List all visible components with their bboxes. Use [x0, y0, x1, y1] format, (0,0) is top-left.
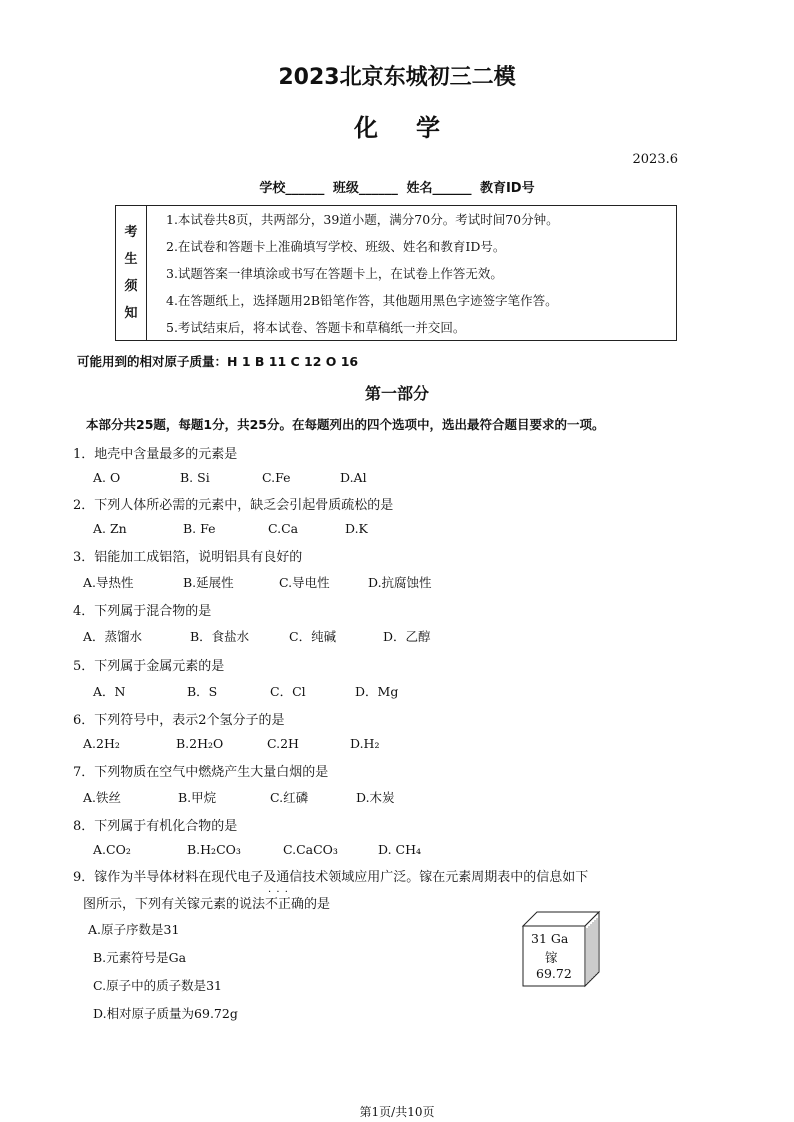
- question-stem: 3．铝能加工成铝箔，说明铝具有良好的: [73, 550, 303, 565]
- student-info-line: 学校______ 班级______ 姓名______ 教育ID号: [259, 181, 535, 196]
- option: A.2H₂: [83, 736, 120, 751]
- option: D. CH₄: [378, 842, 421, 857]
- option: C.Ca: [268, 521, 299, 536]
- option: A．蒸馏水: [83, 629, 143, 644]
- option: B.2H₂O: [176, 736, 224, 751]
- option: B.延展性: [183, 575, 234, 590]
- option: C.2H: [267, 736, 299, 751]
- atomic-masses: 可能用到的相对原子质量：H 1 B 11 C 12 O 16: [77, 354, 359, 369]
- option: B．食盐水: [190, 629, 250, 644]
- question-stem-line2: [83, 893, 330, 912]
- atomic-number: 31: [531, 931, 547, 946]
- notice-item: 3.试题答案一律填涂或书写在答题卡上，在试卷上作答无效。: [166, 266, 503, 281]
- exam-notice-box: [115, 205, 677, 341]
- option: B. Si: [180, 470, 210, 485]
- option: D．乙醇: [383, 629, 431, 644]
- question-stem: 8．下列属于有机化合物的是: [73, 819, 238, 834]
- exam-date: 2023.6: [632, 152, 678, 167]
- option: C.原子中的质子数是31: [93, 978, 222, 993]
- element-number-symbol: [531, 931, 568, 946]
- option: D.抗腐蚀性: [368, 575, 432, 590]
- notice-heading-char: 知: [124, 306, 138, 321]
- option: A. Zn: [93, 521, 127, 536]
- emphasis-text: 不正确 · · ·: [265, 897, 304, 912]
- option: D.K: [345, 521, 368, 536]
- subject-title: 化学: [354, 114, 478, 142]
- exam-title: 2023北京东城初三二模: [278, 65, 516, 90]
- notice-heading-char: 考: [124, 225, 138, 240]
- option: A.导热性: [83, 575, 134, 590]
- element-symbol: Ga: [550, 931, 569, 946]
- periodic-table-cell: [521, 910, 601, 988]
- option: C.Fe: [262, 470, 291, 485]
- notice-item: 4.在答题纸上，选择题用2B铅笔作答，其他题用黑色字迹签字笔作答。: [166, 293, 558, 308]
- option: C．Cl: [270, 684, 306, 699]
- option: C.导电性: [279, 575, 330, 590]
- option: B．S: [187, 684, 218, 699]
- question-stem: 5．下列属于金属元素的是: [73, 659, 225, 674]
- stem-text: 图所示，下列有关镓元素的说法: [83, 897, 266, 912]
- option: B.元素符号是Ga: [93, 950, 187, 965]
- stem-text: 的是: [304, 897, 331, 912]
- part-instructions: 本部分共25题，每题1分，共25分。在每题列出的四个选项中，选出最符合题目要求的一项。: [86, 417, 605, 432]
- question-stem: 1．地壳中含量最多的元素是: [73, 447, 238, 462]
- option: B.H₂CO₃: [187, 842, 241, 857]
- question-stem: 7．下列物质在空气中燃烧产生大量白烟的是: [73, 765, 329, 780]
- question-stem: 2．下列人体所必需的元素中，缺乏会引起骨质疏松的是: [73, 498, 394, 513]
- option: D.H₂: [350, 736, 380, 751]
- page-number: 第1页/共10页: [359, 1105, 435, 1119]
- part-title: 第一部分: [364, 384, 429, 403]
- notice-items: [166, 206, 559, 341]
- option: A．N: [93, 684, 126, 699]
- option: D．Mg: [355, 684, 399, 699]
- option: B.甲烷: [178, 790, 217, 805]
- option: D.相对原子质量为69.72g: [93, 1006, 238, 1021]
- option: C.红磷: [270, 790, 309, 805]
- atomic-mass: 69.72: [536, 966, 572, 981]
- option: A.原子序数是31: [88, 922, 180, 937]
- notice-heading-char: 须: [124, 279, 138, 294]
- option: D.Al: [340, 470, 367, 485]
- question-stem: 6．下列符号中，表示2个氢分子的是: [73, 713, 285, 728]
- notice-heading: [116, 206, 147, 340]
- option: C．纯碱: [289, 629, 337, 644]
- option: A.CO₂: [93, 842, 131, 857]
- notice-item: 2.在试卷和答题卡上准确填写学校、班级、姓名和教育ID号。: [166, 239, 506, 254]
- notice-heading-char: 生: [124, 252, 138, 267]
- notice-item: 1.本试卷共8页，共两部分，39道小题，满分70分。考试时间70分钟。: [166, 212, 559, 227]
- element-name: 镓: [545, 950, 558, 965]
- notice-item: 5.考试结束后，将本试卷、答题卡和草稿纸一并交回。: [166, 320, 466, 335]
- question-stem: 9．镓作为半导体材料在现代电子及通信技术领域应用广泛。镓在元素周期表中的信息如下: [73, 870, 589, 885]
- question-stem: 4．下列属于混合物的是: [73, 604, 212, 619]
- option: C.CaCO₃: [283, 842, 338, 857]
- option: D.木炭: [356, 790, 395, 805]
- option: B. Fe: [183, 521, 216, 536]
- option: A.铁丝: [83, 790, 122, 805]
- option: A. O: [93, 470, 121, 485]
